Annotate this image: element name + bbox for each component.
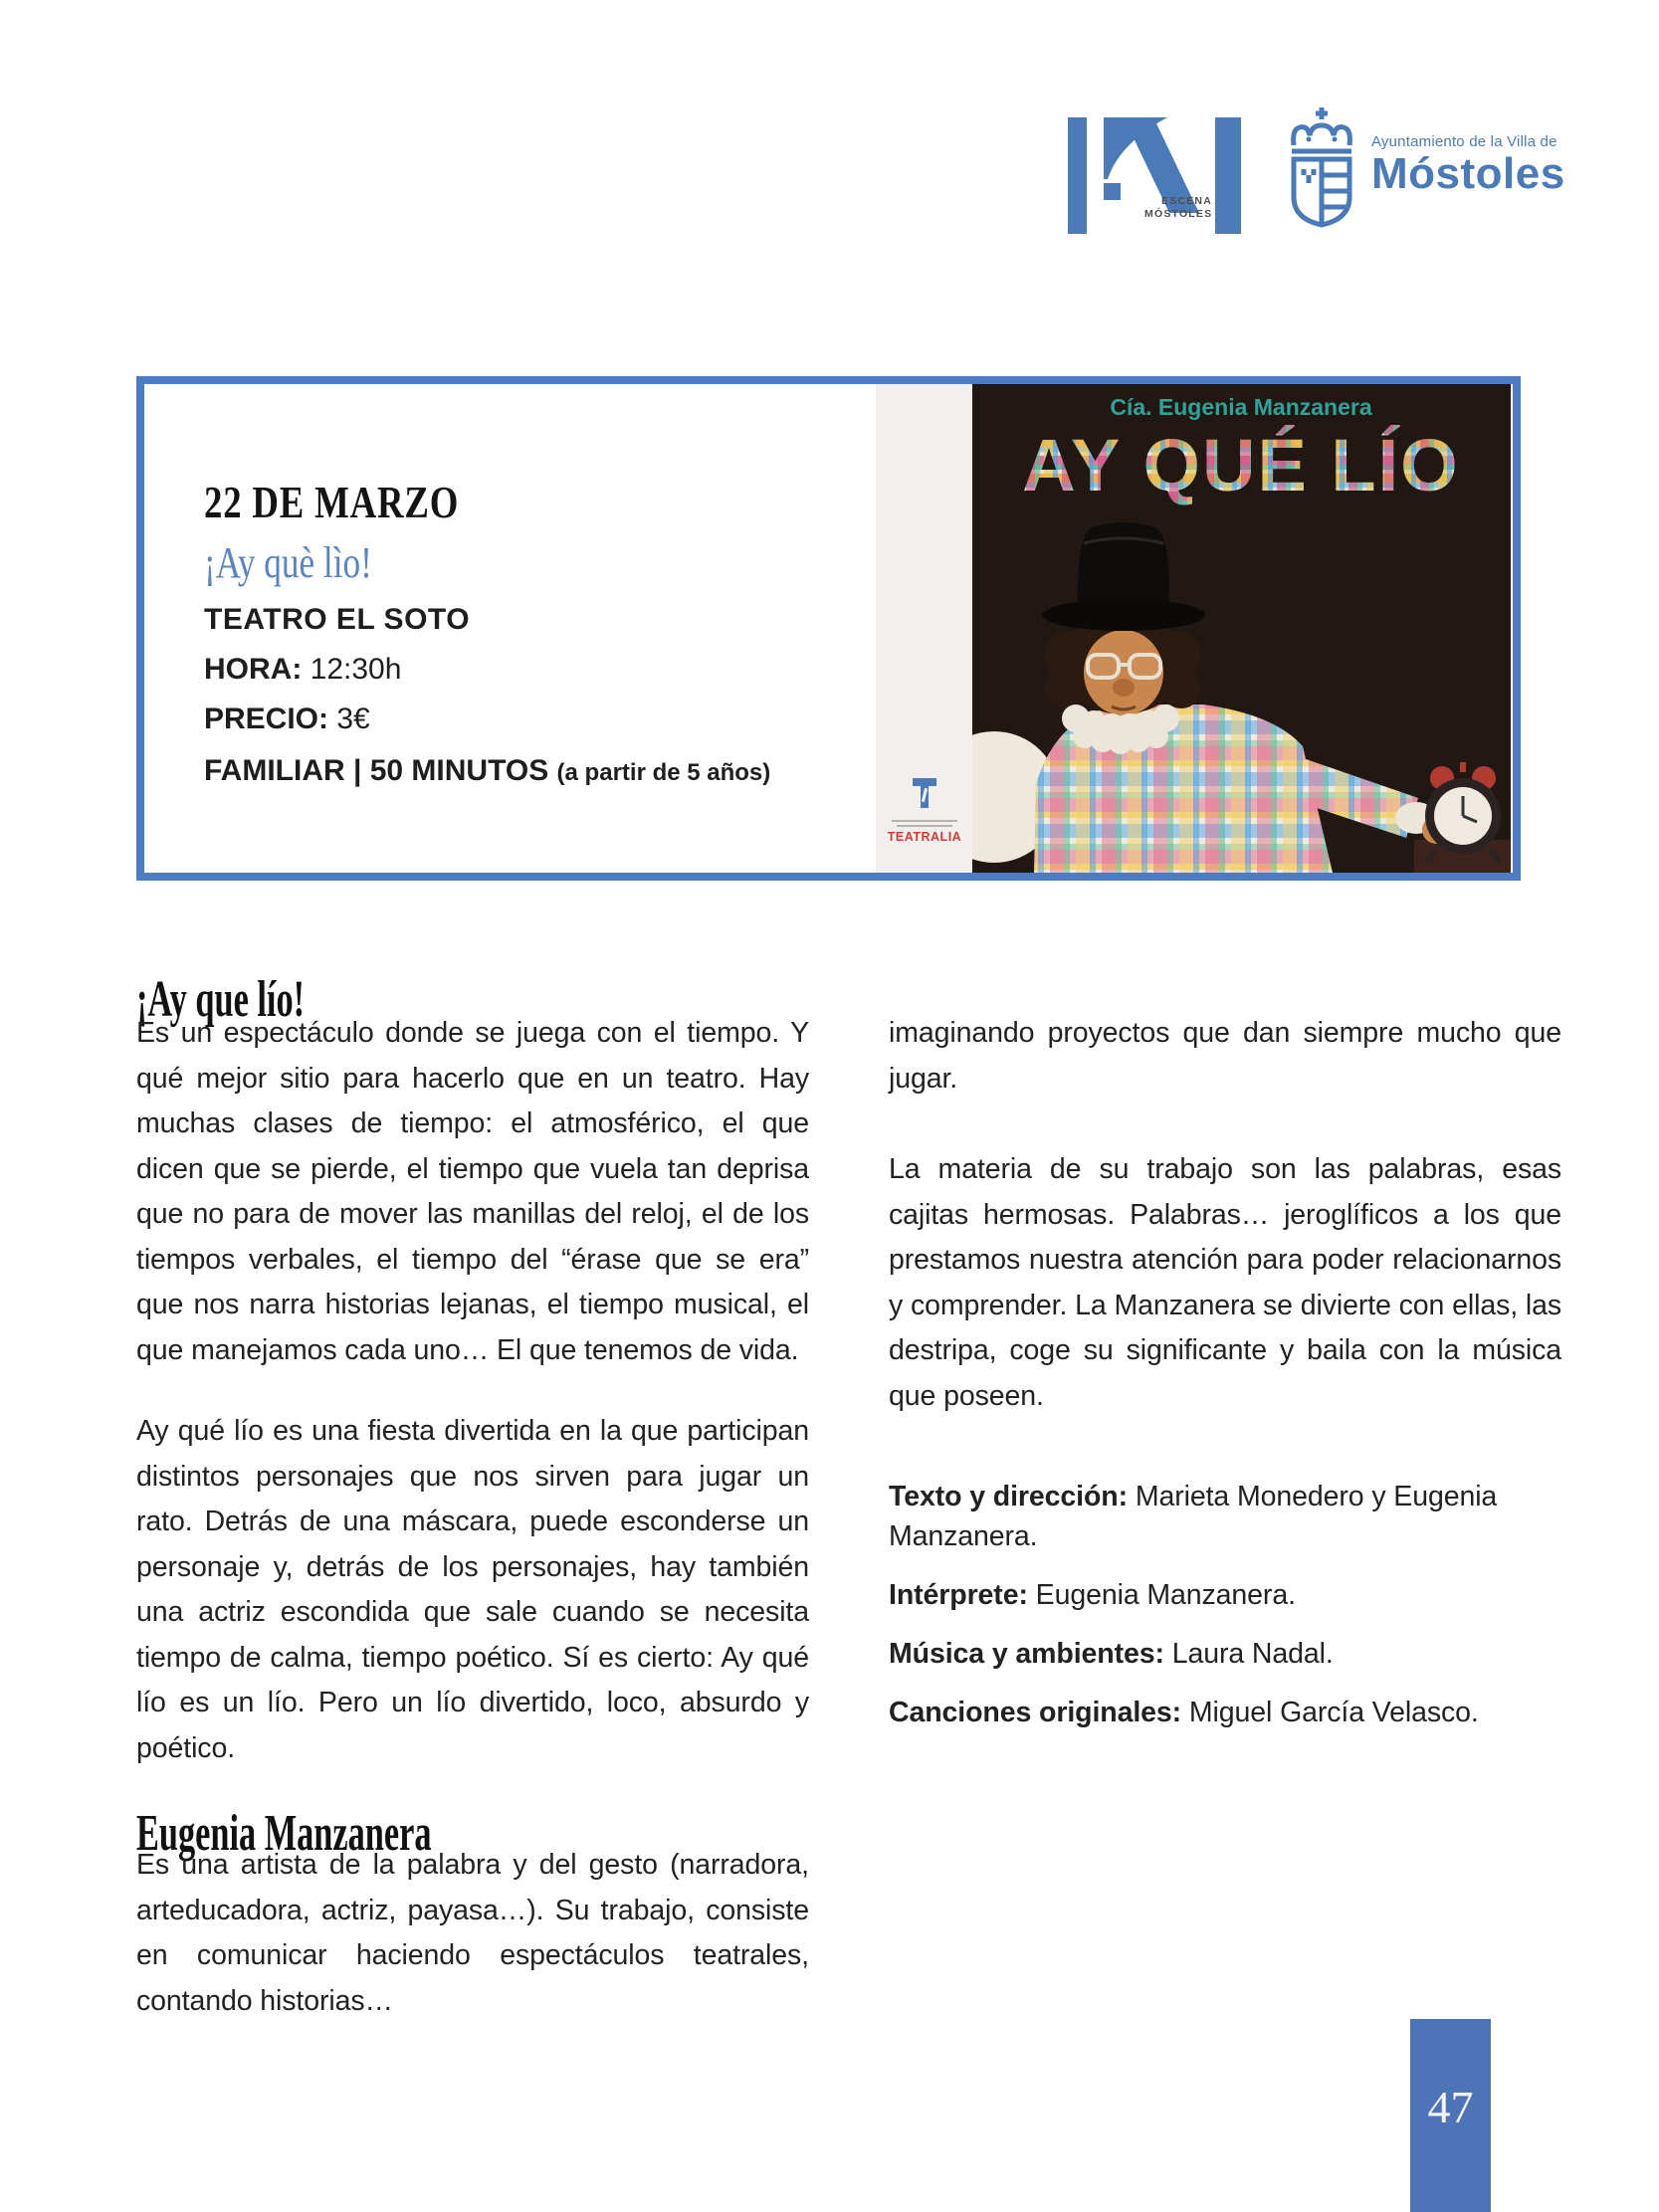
- credit-item: [889, 1634, 1561, 1674]
- credit-text: Miguel García Velasco.: [1188, 1697, 1479, 1728]
- article-left-column-2: [136, 1843, 809, 2060]
- teatralia-logo: [880, 774, 969, 844]
- city-logo-tagline: Ayuntamiento de la Villa de: [1371, 133, 1557, 150]
- article-heading: ¡Ay que lío!: [136, 970, 306, 1028]
- paragraph: imaginando proyectos que dan siempre mucho que jugar.: [889, 1017, 1561, 1095]
- show-poster: [972, 384, 1511, 873]
- page-number: 47: [1427, 2082, 1474, 2132]
- credit-label: Música y ambientes:: [889, 1638, 1164, 1670]
- teatralia-caption-line: [892, 820, 957, 822]
- credit-item: [889, 1575, 1561, 1615]
- credits-list: [889, 1477, 1561, 1732]
- teatralia-label: TEATRALIA: [887, 830, 962, 844]
- article-left-column: [136, 1011, 809, 1807]
- price-value: 3€: [336, 703, 370, 735]
- escena-mostoles-logo-text: [1144, 195, 1212, 221]
- article-subheading: Eugenia Manzanera: [136, 1805, 432, 1863]
- mostoles-crest-icon: [1286, 105, 1357, 229]
- teatralia-caption-line: [897, 825, 952, 827]
- credit-label: Intérprete:: [889, 1579, 1028, 1611]
- credit-item: [889, 1693, 1561, 1732]
- event-price: [204, 703, 370, 736]
- city-logo-text: [1371, 133, 1565, 197]
- event-audience: [204, 754, 770, 788]
- audience-main: FAMILIAR | 50 MINUTOS: [204, 754, 549, 787]
- credit-label: Canciones originales:: [889, 1697, 1182, 1728]
- credit-item: [889, 1477, 1561, 1556]
- event-date: 22 DE MARZO: [204, 477, 460, 527]
- price-label: PRECIO:: [204, 703, 329, 735]
- credit-text: Laura Nadal.: [1171, 1638, 1334, 1670]
- poster-title: AY QUÉ LÍO: [1022, 424, 1460, 506]
- paragraph: Es una artista de la palabra y del gesto (narradora, arteducadora, actriz, payasa…). Su trabajo, consiste en comunicar haciendo espectáculos teatrales, contando historias…: [136, 1849, 809, 2017]
- paragraph: Es un espectáculo donde se juega con el tiempo. Y qué mejor sitio para hacerlo que en un teatro. Hay muchas clases de tiempo: el atmosférico, el que dicen que se pierde, el tiempo que vuela tan deprisa que no para de mover las manillas del reloj, el de los tiempos verbales, el tiempo del “érase que se era” que nos narra historias lejanas, el tiempo musical, el que manejamos cada uno… El que tenemos de vida.: [136, 1017, 809, 1366]
- audience-note: (a partir de 5 años): [556, 759, 771, 786]
- article-right-column: [889, 1011, 1561, 1751]
- paragraph: Ay qué lío es una fiesta divertida en la que participan distintos personajes que nos sirven para jugar un rato. Detrás de una máscara, puede esconderse un personaje y, detrás de los personajes, hay también una actriz escondida que sale cuando se necesita tiempo de calma, tiempo poético. Sí es cierto: Ay qué lío es un lío. Pero un lío divertido, loco, absurdo y poético.: [136, 1415, 809, 1764]
- time-value: 12:30h: [310, 653, 402, 686]
- teatralia-t-icon: [910, 774, 939, 812]
- credit-text: Eugenia Manzanera.: [1035, 1579, 1296, 1611]
- paragraph: La materia de su trabajo son las palabras, esas cajitas hermosas. Palabras… jeroglíficos a los que prestamos nuestra atención para poder relacionarnos y comprender. La Manzanera se divierte con ellas, las destripa, coge su significante y baila con la música que poseen.: [889, 1153, 1561, 1412]
- poster-company: Cía. Eugenia Manzanera: [1110, 394, 1372, 420]
- credit-label: Texto y dirección:: [889, 1481, 1128, 1512]
- event-time: [204, 653, 401, 687]
- city-logo-name: Móstoles: [1371, 149, 1565, 198]
- event-title: ¡Ay què lìo!: [204, 538, 372, 587]
- time-label: HORA:: [204, 653, 303, 686]
- credit-text: Marieta Monedero y Eugenia Manzanera.: [889, 1481, 1498, 1552]
- em-logo-line1: ESCENA: [1161, 195, 1212, 207]
- em-logo-line2: MÓSTOLES: [1144, 208, 1213, 220]
- page-number-box: [1410, 2019, 1491, 2212]
- event-venue: TEATRO EL SOTO: [204, 603, 471, 636]
